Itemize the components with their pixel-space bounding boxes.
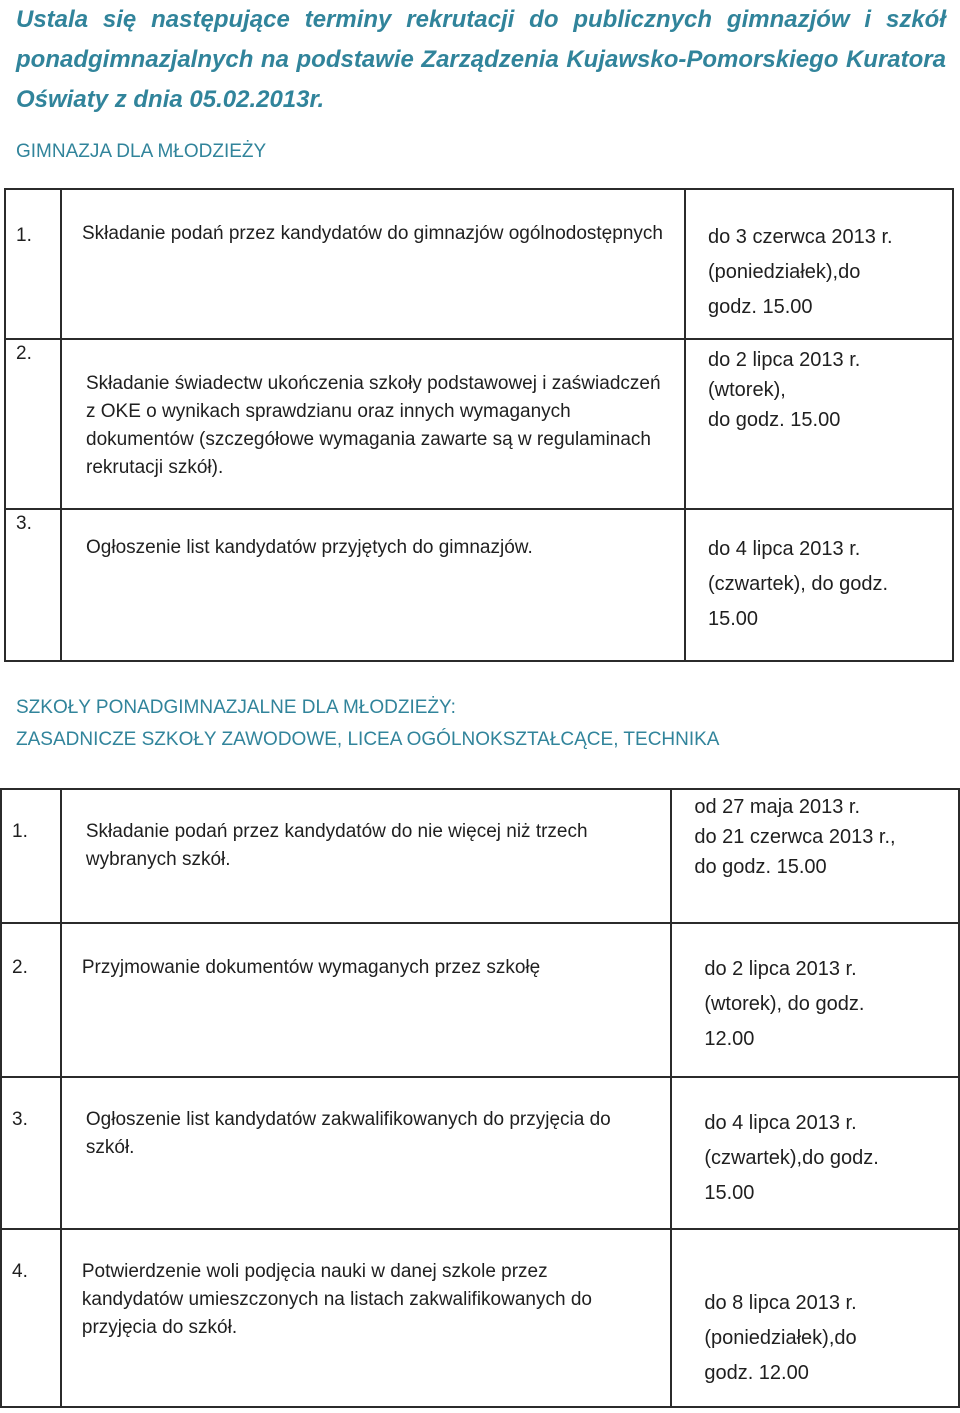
deadline-line: do 2 lipca 2013 r. xyxy=(704,958,857,980)
row-description: Składanie podań przez kandydatów do nie więcej niż trzech wybranych szkół. xyxy=(61,789,671,923)
row-description: Ogłoszenie list kandydatów przyjętych do gimnazjów. xyxy=(61,509,685,661)
table-row xyxy=(1,923,959,1077)
deadline-line: do 2 lipca 2013 r. xyxy=(708,349,861,371)
row-description: Potwierdzenie woli podjęcia nauki w danej szkole przez kandydatów umieszczonych na listach zakwalifikowanych do przyjęcia do szkół. xyxy=(61,1229,671,1407)
deadline-line: do godz. 15.00 xyxy=(694,856,827,878)
row-number: 3. xyxy=(1,1077,61,1229)
table-row xyxy=(5,509,953,661)
row-number: 2. xyxy=(5,339,61,509)
row-number: 2. xyxy=(1,923,61,1077)
deadline-line: do 21 czerwca 2013 r., xyxy=(694,826,896,848)
deadline-line: 12.00 xyxy=(704,1028,755,1050)
deadline-line: do 3 czerwca 2013 r. xyxy=(708,226,893,248)
gimnazja-table xyxy=(4,188,954,662)
intro-text: Ustala się następujące terminy rekrutacji do publicznych gimnazjów i szkół ponadgimnazjalnych na podstawie Zarządzenia Kujawsko-Pomorskiego Kuratora Oświaty z dnia 05.02.2013r. xyxy=(16,6,946,113)
deadline-line: od 27 maja 2013 r. xyxy=(694,796,861,818)
deadline-line: (wtorek), do godz. xyxy=(704,993,865,1015)
row-deadline xyxy=(671,1229,959,1407)
table-row xyxy=(5,339,953,509)
deadline-line: do 4 lipca 2013 r. xyxy=(708,538,861,560)
row-number: 1. xyxy=(5,189,61,339)
section-subtitle-ponadgimnazjalne: ZASADNICZE SZKOŁY ZAWODOWE, LICEA OGÓLNOKSZTAŁCĄCE, TECHNIKA xyxy=(16,729,720,750)
table-row xyxy=(1,1077,959,1229)
deadline-line: (poniedziałek),do xyxy=(704,1327,857,1349)
deadline-line: (czwartek),do godz. xyxy=(704,1147,879,1169)
ponadgimnazjalne-table xyxy=(0,788,960,1408)
deadline-line: godz. 15.00 xyxy=(708,296,813,318)
section-title-ponadgimnazjalne: SZKOŁY PONADGIMNAZJALNE DLA MŁODZIEŻY: xyxy=(16,697,456,718)
deadline-line: 15.00 xyxy=(708,608,759,630)
deadline-line: 15.00 xyxy=(704,1182,755,1204)
row-number: 1. xyxy=(1,789,61,923)
deadline-line: do 8 lipca 2013 r. xyxy=(704,1292,857,1314)
deadline-line: (wtorek), xyxy=(708,379,786,401)
row-deadline xyxy=(671,1077,959,1229)
row-number: 4. xyxy=(1,1229,61,1407)
row-number: 3. xyxy=(5,509,61,661)
row-deadline xyxy=(671,789,959,923)
row-description: Składanie podań przez kandydatów do gimnazjów ogólnodostępnych xyxy=(61,189,685,339)
row-description: Składanie świadectw ukończenia szkoły podstawowej i zaświadczeń z OKE o wynikach sprawdzianu oraz innych wymaganych dokumentów (szczegółowe wymagania zawarte są w regulaminach rekrutacji szkół). xyxy=(61,339,685,509)
row-deadline xyxy=(685,189,953,339)
table-row xyxy=(1,1229,959,1407)
deadline-line: do godz. 15.00 xyxy=(708,409,841,431)
deadline-line: (poniedziałek),do xyxy=(708,261,861,283)
row-deadline xyxy=(685,339,953,509)
table-row xyxy=(5,189,953,339)
section-title-gimnazja: GIMNAZJA DLA MŁODZIEŻY xyxy=(16,141,267,162)
table-row xyxy=(1,789,959,923)
deadline-line: do 4 lipca 2013 r. xyxy=(704,1112,857,1134)
row-description: Przyjmowanie dokumentów wymaganych przez szkołę xyxy=(61,923,671,1077)
deadline-line: (czwartek), do godz. xyxy=(708,573,889,595)
row-description: Ogłoszenie list kandydatów zakwalifikowanych do przyjęcia do szkół. xyxy=(61,1077,671,1229)
row-deadline xyxy=(685,509,953,661)
deadline-line: godz. 12.00 xyxy=(704,1362,809,1384)
row-deadline xyxy=(671,923,959,1077)
